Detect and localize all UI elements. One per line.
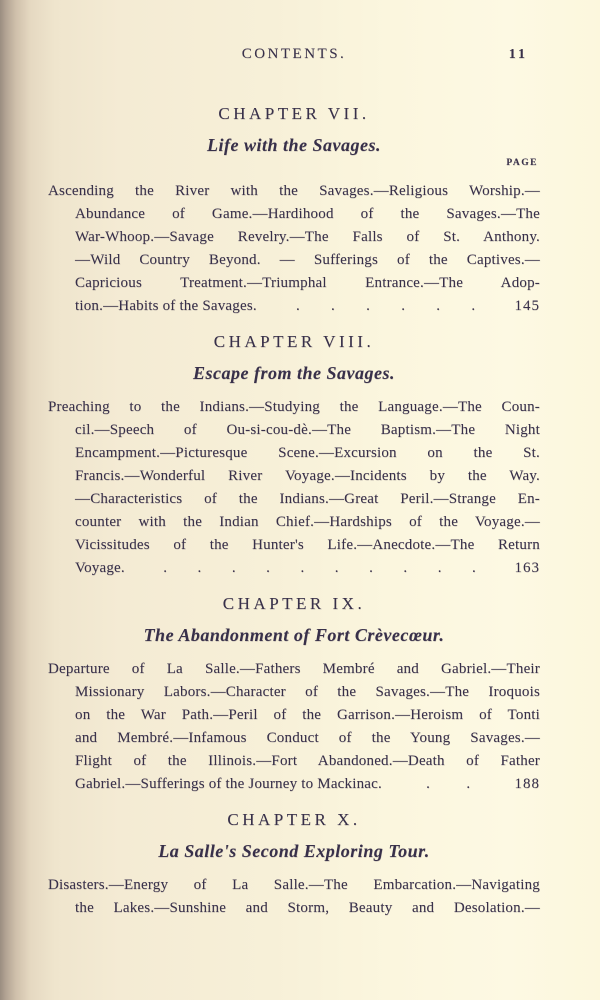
chapter-heading: CHAPTER X. bbox=[227, 810, 361, 829]
table-of-contents bbox=[48, 104, 540, 920]
summary-line: and Membré.—Infamous Conduct of the Young Savages.— bbox=[75, 730, 540, 746]
page-column-label: PAGE bbox=[506, 158, 538, 168]
summary-line: cil.—Speech of Ou-si-cou-dè.—The Baptism.—The Night bbox=[75, 422, 540, 438]
summary-line: on the War Path.—Peril of the Garrison.—Heroism of Tonti bbox=[75, 707, 540, 723]
summary-final-line bbox=[75, 557, 540, 580]
summary-final-text: Voyage. bbox=[75, 560, 125, 576]
leader-dot: . bbox=[295, 298, 300, 314]
chapter-title: Life with the Savages. bbox=[207, 135, 381, 155]
dot-leader bbox=[382, 773, 515, 796]
leader-dot: . bbox=[401, 298, 406, 314]
summary-line: Vicissitudes of the Hunter's Life.—Anecdote.—The Return bbox=[75, 537, 540, 553]
dot-leader bbox=[125, 557, 515, 580]
leader-dot: . bbox=[334, 560, 339, 576]
summary-line: Missionary Labors.—Character of the Savages.—The Iroquois bbox=[75, 684, 540, 700]
chapter-heading: CHAPTER IX. bbox=[222, 594, 366, 613]
chapter-title: La Salle's Second Exploring Tour. bbox=[158, 841, 430, 861]
toc-chapter bbox=[48, 594, 540, 796]
chapter-title: Escape from the Savages. bbox=[193, 363, 395, 383]
leader-dot: . bbox=[300, 560, 305, 576]
contents-heading: CONTENTS. bbox=[241, 46, 347, 62]
summary-line: —Wild Country Beyond. — Sufferings of the Captives.— bbox=[75, 252, 540, 268]
summary-line: Flight of the Illinois.—Fort Abandoned.—Death of Father bbox=[75, 753, 540, 769]
chapter-summary bbox=[48, 658, 540, 796]
chapter-summary bbox=[48, 874, 540, 920]
chapter-summary bbox=[48, 180, 540, 318]
leader-dot: . bbox=[436, 298, 441, 314]
summary-line: Encampment.—Picturesque Scene.—Excursion on the St. bbox=[75, 445, 540, 461]
leader-dot: . bbox=[197, 560, 202, 576]
leader-dot: . bbox=[231, 560, 236, 576]
toc-chapter bbox=[48, 104, 540, 318]
leader-dot: . bbox=[437, 560, 442, 576]
leader-dot: . bbox=[163, 560, 168, 576]
summary-line: Ascending the River with the Savages.—Religious Worship.— bbox=[48, 183, 540, 199]
leader-dot: . bbox=[331, 298, 335, 314]
leader-dot: . bbox=[471, 298, 476, 314]
summary-line: Preaching to the Indians.—Studying the Language.—The Coun- bbox=[48, 399, 540, 415]
summary-final-line bbox=[75, 773, 540, 796]
leader-dot: . bbox=[426, 776, 431, 792]
chapter-page-ref: 188 bbox=[514, 776, 540, 792]
leader-dot: . bbox=[466, 776, 471, 792]
chapter-page-ref: 145 bbox=[514, 298, 540, 314]
running-header bbox=[48, 46, 540, 66]
summary-line: Abundance of Game.—Hardihood of the Savages.—The bbox=[75, 206, 540, 222]
page-content bbox=[48, 0, 540, 920]
chapter-page-ref: 163 bbox=[514, 560, 540, 576]
leader-dot: . bbox=[366, 298, 371, 314]
folio-page-number: 11 bbox=[508, 47, 528, 62]
leader-dot: . bbox=[403, 560, 408, 576]
summary-line: Francis.—Wonderful River Voyage.—Incidents by the Way. bbox=[75, 468, 540, 484]
summary-line: counter with the Indian Chief.—Hardships of the Voyage.— bbox=[75, 514, 540, 530]
summary-line: War-Whoop.—Savage Revelry.—The Falls of St. Anthony. bbox=[75, 229, 540, 245]
summary-final-text: Gabriel.—Sufferings of the Journey to Mackinac. bbox=[75, 776, 382, 792]
summary-line: —Characteristics of the Indians.—Great Peril.—Strange En- bbox=[75, 491, 540, 507]
toc-chapter bbox=[48, 810, 540, 920]
chapter-title: The Abandonment of Fort Crèvecœur. bbox=[143, 625, 445, 645]
summary-line: Disasters.—Energy of La Salle.—The Embarcation.—Navigating bbox=[48, 877, 540, 893]
toc-chapter bbox=[48, 332, 540, 580]
leader-dot: . bbox=[472, 560, 476, 576]
dot-leader bbox=[257, 295, 515, 318]
summary-line: Capricious Treatment.—Triumphal Entrance.—The Adop- bbox=[75, 275, 540, 291]
chapter-summary bbox=[48, 396, 540, 580]
summary-final-line bbox=[75, 295, 540, 318]
summary-final-text: tion.—Habits of the Savages. bbox=[75, 298, 257, 314]
summary-line: Departure of La Salle.—Fathers Membré and Gabriel.—Their bbox=[48, 661, 540, 677]
chapter-heading: CHAPTER VII. bbox=[218, 104, 370, 123]
leader-dot: . bbox=[266, 560, 271, 576]
chapter-heading: CHAPTER VIII. bbox=[213, 332, 375, 351]
summary-line: the Lakes.—Sunshine and Storm, Beauty and Desolation.— bbox=[75, 900, 540, 916]
leader-dot: . bbox=[369, 560, 374, 576]
